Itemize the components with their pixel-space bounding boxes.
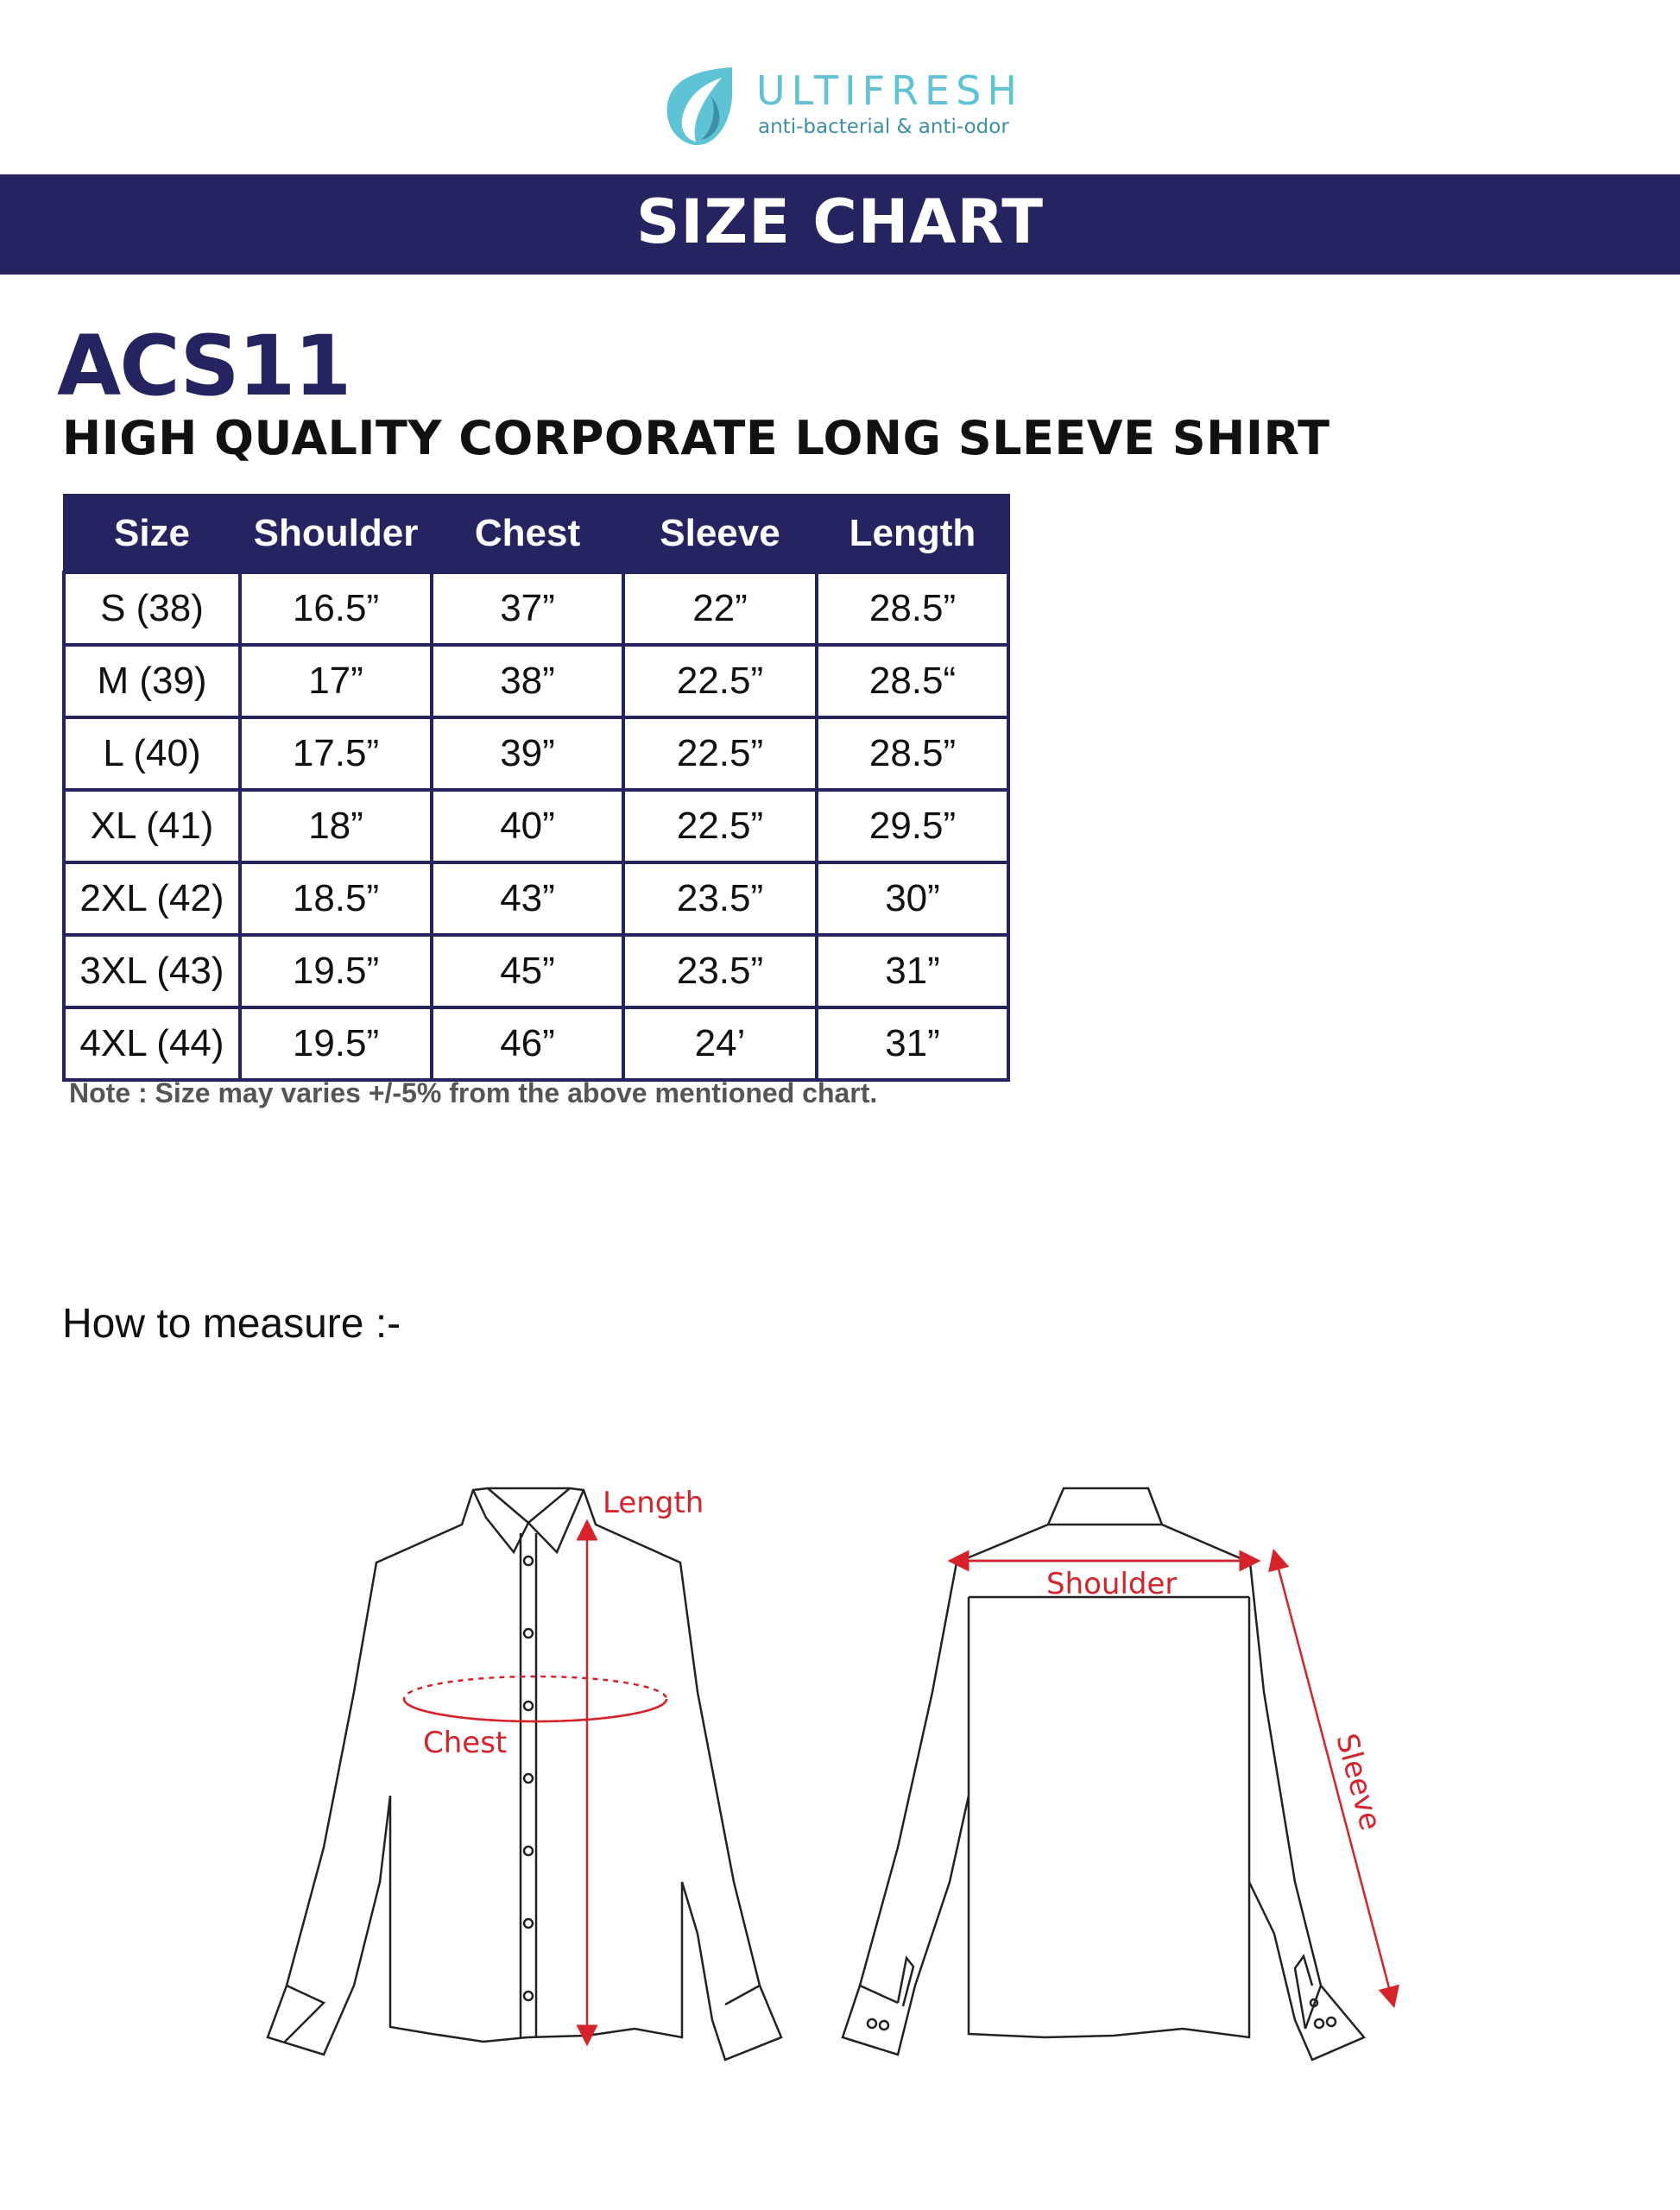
brand-tagline: anti-bacterial & anti-odor [758,116,1009,138]
cell-shoulder: 16.5” [240,572,432,645]
table-header-row [64,496,1008,573]
product-name: HIGH QUALITY CORPORATE LONG SLEEVE SHIRT [62,411,1330,465]
cell-shoulder: 18” [240,790,432,862]
cell-chest: 46” [432,1007,623,1080]
cell-length: 28.5” [817,717,1008,790]
chest-label: Chest [423,1726,508,1760]
product-code: ACS11 [57,318,351,414]
table-row [64,1007,1008,1080]
length-label: Length [603,1486,704,1520]
cell-size: XL (41) [64,790,240,862]
leaf-icon [656,62,742,148]
table-row [64,790,1008,862]
cell-sleeve: 22.5” [623,790,817,862]
header-sleeve: Sleeve [623,496,817,573]
cell-length: 31” [817,935,1008,1007]
brand-name: ULTIFRESH [756,67,1023,114]
cell-length: 30” [817,862,1008,935]
cell-shoulder: 17.5” [240,717,432,790]
cell-size: 3XL (43) [64,935,240,1007]
how-to-heading: How to measure :- [62,1301,401,1347]
cell-sleeve: 22.5” [623,645,817,717]
header-length: Length [817,496,1008,573]
table-row [64,572,1008,645]
cell-size: M (39) [64,645,240,717]
size-note: Note : Size may varies +/-5% from the above mentioned chart. [69,1077,878,1108]
cell-sleeve: 23.5” [623,935,817,1007]
header-shoulder: Shoulder [240,496,432,573]
cell-length: 28.5“ [817,645,1008,717]
cell-shoulder: 18.5” [240,862,432,935]
cell-size: S (38) [64,572,240,645]
measure-diagram [0,1433,1680,2141]
sleeve-label: Sleeve [1329,1729,1388,1834]
cell-chest: 39” [432,717,623,790]
cell-size: L (40) [64,717,240,790]
shoulder-measure [958,1561,1250,1601]
cell-sleeve: 22.5” [623,717,817,790]
cell-chest: 38” [432,645,623,717]
sleeve-measure [1276,1559,1392,1998]
front-shirt-illustration [268,1488,781,2060]
shoulder-label: Shoulder [1046,1567,1178,1601]
page-title: SIZE CHART [635,186,1045,257]
cell-length: 31” [817,1007,1008,1080]
table-row [64,717,1008,790]
cell-sleeve: 24’ [623,1007,817,1080]
header-chest: Chest [432,496,623,573]
cell-shoulder: 19.5” [240,935,432,1007]
cell-chest: 45” [432,935,623,1007]
cell-length: 28.5” [817,572,1008,645]
cell-size: 2XL (42) [64,862,240,935]
cell-size: 4XL (44) [64,1007,240,1080]
table-row [64,862,1008,935]
table-row [64,645,1008,717]
cell-sleeve: 23.5” [623,862,817,935]
cell-shoulder: 17” [240,645,432,717]
cell-chest: 40” [432,790,623,862]
cell-sleeve: 22” [623,572,817,645]
cell-chest: 37” [432,572,623,645]
cell-length: 29.5” [817,790,1008,862]
cell-shoulder: 19.5” [240,1007,432,1080]
cell-chest: 43” [432,862,623,935]
header-size: Size [64,496,240,573]
table-row [64,935,1008,1007]
length-measure [587,1486,704,2036]
brand-logo [656,62,1036,148]
size-table [62,494,1010,1082]
title-banner [0,174,1680,275]
